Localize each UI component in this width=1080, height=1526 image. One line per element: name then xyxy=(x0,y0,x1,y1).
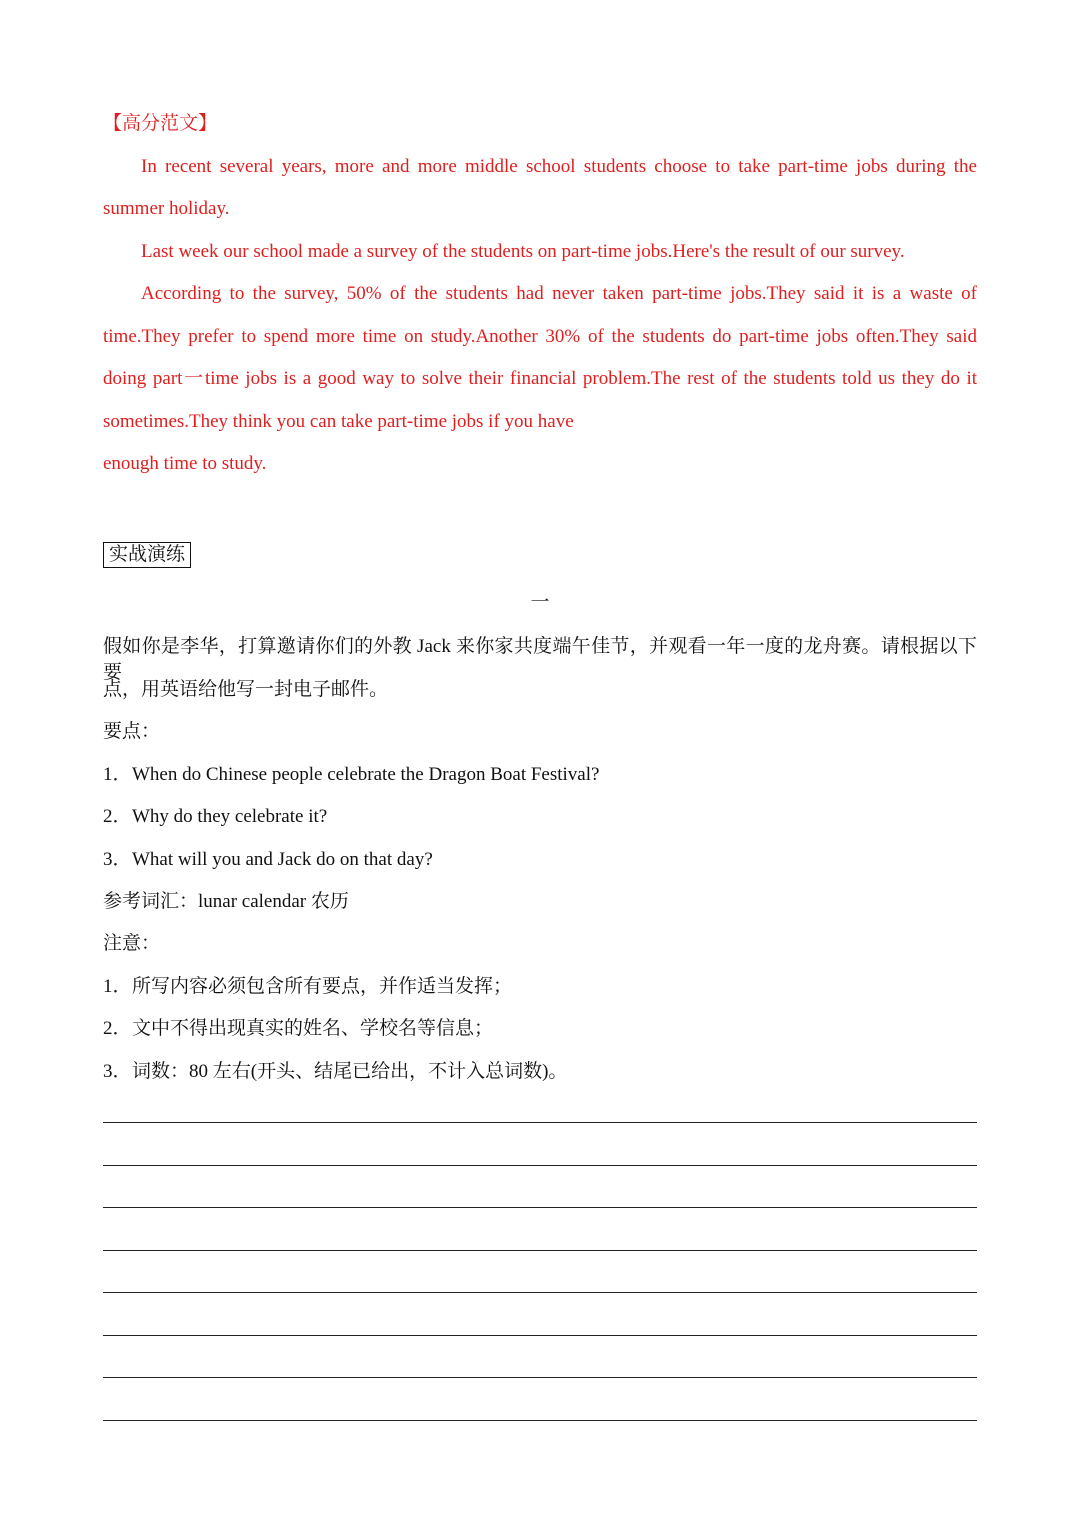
answer-line xyxy=(103,1207,977,1208)
point-item xyxy=(103,762,977,788)
point-item xyxy=(103,847,977,873)
essay-paragraph-3-line-4: sometimes.They think you can take part-time jobs if you have xyxy=(103,411,574,432)
answer-line xyxy=(103,1250,977,1251)
practice-section-label: 实战演练 xyxy=(103,542,191,568)
note-text: 文中不得出现真实的姓名、学校名等信息； xyxy=(132,1018,494,1039)
point-text: Why do they celebrate it? xyxy=(132,806,328,827)
note-number: 1． xyxy=(103,976,132,997)
point-item xyxy=(103,804,977,830)
prompt-line-2: 点，用英语给他写一封电子邮件。 xyxy=(103,679,389,700)
answer-line xyxy=(103,1420,977,1421)
answer-line xyxy=(103,1122,977,1123)
essay-paragraph-3-line-2: time.They prefer to spend more time on study.Another 30% of the students do part-time jobs often.They said xyxy=(103,326,977,347)
note-item xyxy=(103,974,977,1000)
point-number: 3． xyxy=(103,849,132,870)
note-text: 所写内容必须包含所有要点，并作适当发挥； xyxy=(132,976,513,997)
essay-paragraph-3-line-3: doing part一time jobs is a good way to solve their financial problem.The rest of the students told us they do it xyxy=(103,368,977,389)
essay-paragraph-3-line-5: enough time to study. xyxy=(103,453,267,474)
answer-line xyxy=(103,1377,977,1378)
essay-paragraph-2-line-1: Last week our school made a survey of the students on part-time jobs.Here's the result of our survey. xyxy=(141,241,905,262)
answer-line xyxy=(103,1292,977,1293)
answer-line xyxy=(103,1165,977,1166)
answer-line xyxy=(103,1335,977,1336)
practice-number: 一 xyxy=(530,592,550,613)
note-number: 3． xyxy=(103,1061,132,1082)
notes-label: 注意： xyxy=(103,933,161,954)
vocabulary-hint: 参考词汇：lunar calendar 农历 xyxy=(103,891,349,912)
point-text: When do Chinese people celebrate the Dragon Boat Festival? xyxy=(132,764,600,785)
points-label: 要点： xyxy=(103,721,161,742)
note-text: 词数：80 左右(开头、结尾已给出，不计入总词数)。 xyxy=(132,1061,568,1082)
note-item xyxy=(103,1059,977,1085)
point-text: What will you and Jack do on that day? xyxy=(132,849,433,870)
essay-paragraph-3-line-1: According to the survey, 50% of the students had never taken part-time jobs.They said it is a waste of xyxy=(141,283,977,304)
note-item xyxy=(103,1016,977,1042)
prompt-line-1: 假如你是李华，打算邀请你们的外教 Jack 来你家共度端午佳节，并观看一年一度的龙舟赛。请根据以下要 xyxy=(103,636,977,683)
essay-paragraph-1-line-1: In recent several years, more and more middle school students choose to take part-time jobs during the xyxy=(141,156,977,177)
essay-paragraph-1-line-2: summer holiday. xyxy=(103,198,230,219)
practice-section-header xyxy=(103,542,977,568)
point-number: 1． xyxy=(103,764,132,785)
model-essay-heading: 【高分范文】 xyxy=(103,113,218,134)
note-number: 2． xyxy=(103,1018,132,1039)
point-number: 2． xyxy=(103,806,132,827)
